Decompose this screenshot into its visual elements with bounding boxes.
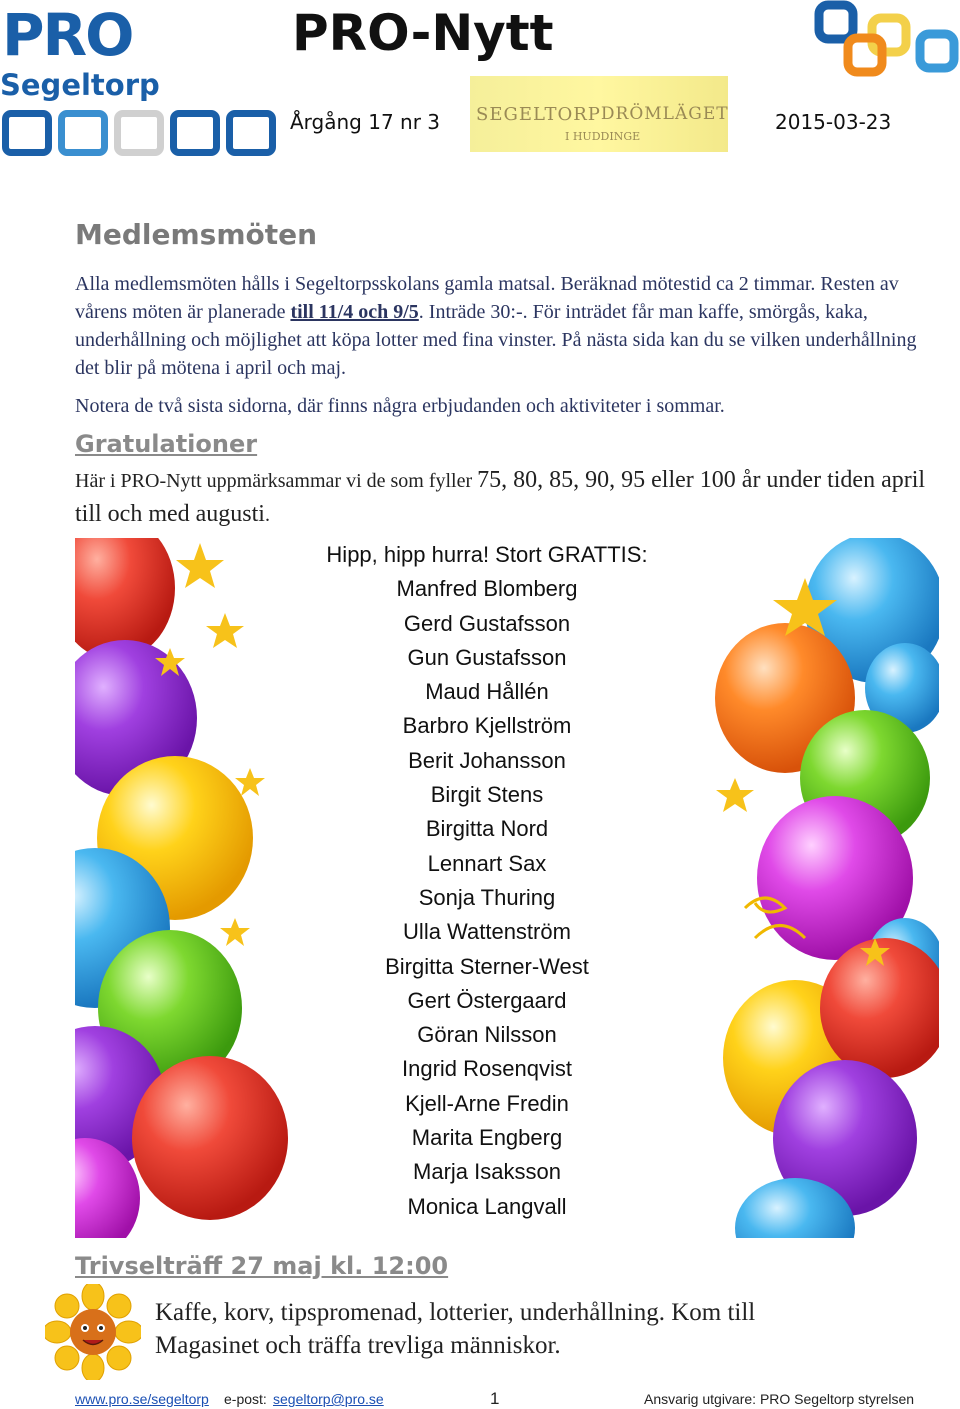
pro-logo-text: PRO [2, 1, 133, 69]
website-link[interactable]: www.pro.se/segeltorp [75, 1391, 209, 1407]
members-heading: Medlemsmöten [75, 218, 318, 251]
email-label: e-post: [224, 1391, 267, 1407]
list-item: Marita Engberg [411, 1125, 563, 1151]
sunflower-icon [45, 1284, 141, 1380]
congrats-text-c: . [264, 504, 270, 526]
issue-date: 2015-03-23 [775, 110, 892, 134]
congrats-list [270, 540, 704, 1226]
banner-sub-text: I HUDDINGE [565, 130, 641, 143]
list-item: Kjell-Arne Fredin [405, 1090, 569, 1116]
congrats-greeting: Hipp, hipp hurra! Stort GRATTIS: [326, 542, 648, 567]
ring-icon [114, 110, 164, 156]
list-item: Lennart Sax [427, 850, 547, 876]
members-note: Notera de två sista sidorna, där finns några erbjudanden och aktiviteter i sommar. [75, 395, 725, 417]
right-balloon-column [715, 538, 939, 1238]
congrats-text-a: Här i PRO-Nytt uppmärksammar vi de som fyller [75, 470, 478, 492]
list-item: Berit Johansson [408, 747, 566, 773]
congrats-intro [75, 464, 935, 532]
list-item: Ulla Wattenström [403, 919, 571, 945]
banner-left-text: SEGELTORP [476, 103, 601, 125]
members-paragraph [75, 270, 925, 382]
list-item: Barbro Kjellström [402, 713, 572, 739]
list-item: Monica Langvall [407, 1193, 567, 1219]
banner-right-text: DRÖMLÄGET [600, 104, 729, 124]
members-text-b: . Inträde 30:-. För inträdet får man kaffe, smörgås, kaka, underhållning och möjlighet att köpa lotter med fina vinster. På nästa sida kan du se vilken underhållning det blir på mötena i april och maj. [75, 301, 917, 379]
list-item: Gun Gustafsson [407, 644, 567, 670]
ring-icon [58, 110, 108, 156]
list-item: Ingrid Rosenqvist [402, 1056, 572, 1082]
list-item: Göran Nilsson [417, 1022, 557, 1048]
ring-icon [226, 110, 276, 156]
list-item: Birgitta Sterner-West [385, 953, 589, 979]
pro-corner-rings-icon [814, 0, 960, 80]
event-heading: Trivselträff 27 maj kl. 12:00 [75, 1252, 449, 1280]
list-item: Birgitta Nord [425, 816, 549, 842]
list-item: Birgit Stens [430, 782, 544, 808]
list-item: Manfred Blomberg [396, 576, 578, 602]
congrats-heading: Gratulationer [75, 430, 258, 458]
list-item: Marja Isaksson [413, 1159, 561, 1185]
left-balloon-column [75, 538, 288, 1238]
congrats-text-b: 75, 80, 85, 90, 95 eller 100 år under tiden april till och med augusti [75, 467, 926, 527]
list-item: Gerd Gustafsson [403, 610, 571, 636]
meeting-dates: till 11/4 och 9/5 [290, 301, 419, 323]
publisher: Ansvarig utgivare: PRO Segeltorp styrelsen [644, 1391, 915, 1407]
issue-number: Årgång 17 nr 3 [290, 110, 441, 134]
list-item: Sonja Thuring [418, 884, 556, 910]
list-item: Maud Hållén [425, 679, 549, 705]
ring-icon [170, 110, 220, 156]
newsletter-title: PRO-Nytt [292, 4, 554, 62]
members-text-a: Alla medlemsmöten hålls i Segeltorpsskolans gamla matsal. Beräknad mötestid ca 2 timmar. Resten av vårens möten är planerade [75, 273, 899, 323]
drommlaget-banner [470, 76, 728, 152]
pro-rings-logo [2, 110, 276, 156]
ring-icon [2, 110, 52, 156]
list-item: Gert Östergaard [407, 987, 567, 1013]
org-subtitle: Segeltorp [0, 68, 160, 102]
email-link[interactable]: segeltorp@pro.se [273, 1391, 384, 1407]
page-number: 1 [490, 1389, 500, 1408]
event-text: Kaffe, korv, tipspromenad, lotterier, underhållning. Kom till Magasinet och träffa trevliga människor. [155, 1299, 756, 1359]
